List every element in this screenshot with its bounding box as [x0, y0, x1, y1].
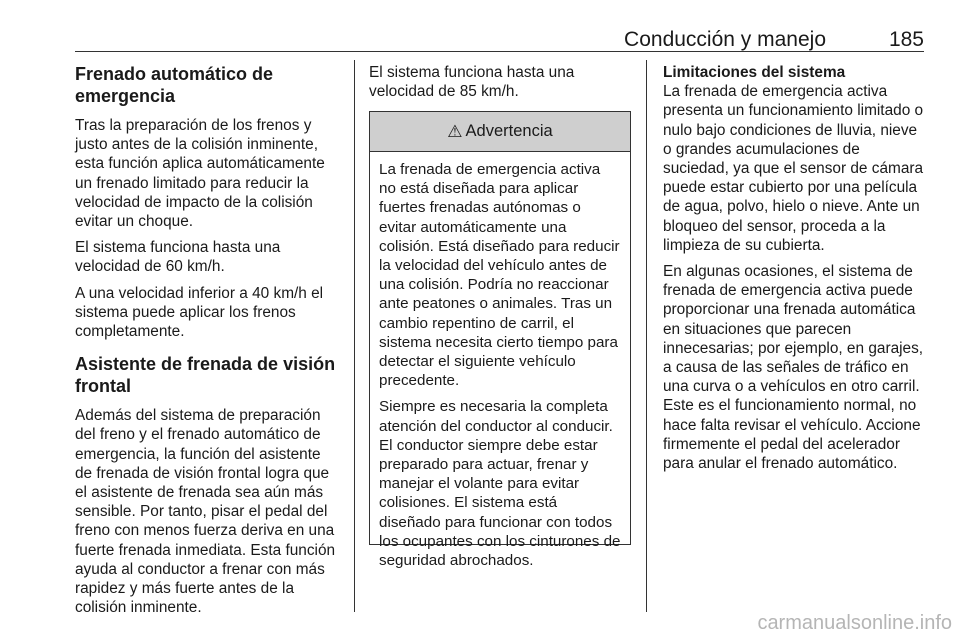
warning-header	[370, 112, 630, 152]
warning-title: Advertencia	[465, 122, 553, 140]
page-number: 185	[888, 28, 924, 51]
middle-column	[369, 63, 631, 108]
paragraph: El sistema funciona hasta una velocidad de 85 km/h.	[369, 64, 575, 101]
heading-system-limitations: Limitaciones del sistema	[663, 64, 846, 81]
paragraph: Tras la preparación de los frenos y justo antes de la colisión inminente, esta función aplica automáticamente un frenado limitado para reducir la velocidad de impacto de la colisión evitar un choque.	[75, 117, 325, 231]
heading-forward-brake-assist: Asistente de frenada de visión frontal	[75, 354, 336, 397]
column-divider-right	[646, 60, 647, 612]
watermark: carmanualsonline.info	[757, 612, 952, 634]
paragraph: Además del sistema de preparación del freno y el frenado automático de emergencia, la función del asistente de frenada de visión frontal logra que el asistente de frenada sea aún más sensible. Por tanto, pisar el pedal del freno con menos fuerza deriva en una fuerte frenada inmediata. Esta función ayuda al conductor a frenar con más rapidez y más fuerte antes de la colisión inminente.	[75, 407, 336, 617]
header-rule	[75, 51, 924, 52]
paragraph: A una velocidad inferior a 40 km/h el sistema puede aplicar los frenos completamente.	[75, 284, 324, 341]
right-column	[663, 63, 925, 480]
section-title: Conducción y manejo	[624, 28, 826, 51]
paragraph: El sistema funciona hasta una velocidad de 60 km/h.	[75, 239, 281, 276]
warning-triangle-icon: ⚠	[447, 121, 463, 141]
heading-automatic-emergency-braking: Frenado automático de emergencia	[75, 64, 274, 106]
paragraph: En algunas ocasiones, el sistema de frenada de emergencia activa puede proporcionar una frenada automática en situaciones que parecen innecesarias; por ejemplo, en garajes, a causa de las señales de tráfico en una curva o a vehículos en otro carril. Este es el funcionamiento normal, no hace falta revisar el vehículo. Accione firmemente el pedal del acelerador para anular el frenado automático.	[663, 263, 924, 473]
warning-body	[370, 152, 630, 570]
warning-paragraph: La frenada de emergencia activa no está diseñada para aplicar fuertes frenadas autónomas o evitar automáticamente una colisión. Está diseñado para reducir la velocidad del vehículo antes de una colisión. Podría no reaccionar ante peatones o animales. Tras un cambio repentino de carril, el sistema necesita cierto tiempo para detectar el siguiente vehículo precedente.	[379, 161, 620, 390]
paragraph: La frenada de emergencia activa presenta un funcionamiento limitado o nulo bajo condiciones de lluvia, nieve o grandes acumulaciones de suciedad, ya que el sensor de cámara puede estar cubierto por una película de agua, polvo, hielo o nieve. Ante un bloqueo del sensor, proceda a la limpieza de su cubierta.	[663, 83, 924, 254]
left-column	[75, 63, 341, 624]
warning-paragraph: Siempre es necesaria la completa atención del conductor al conducir. El conductor siempre debe estar preparado para actuar, frenar y manejar el volante para evitar colisiones. El sistema está diseñado para funcionar con todos los ocupantes con los cinturones de seguridad abrochados.	[379, 398, 621, 570]
warning-box	[369, 111, 631, 570]
column-divider-left	[354, 60, 355, 612]
